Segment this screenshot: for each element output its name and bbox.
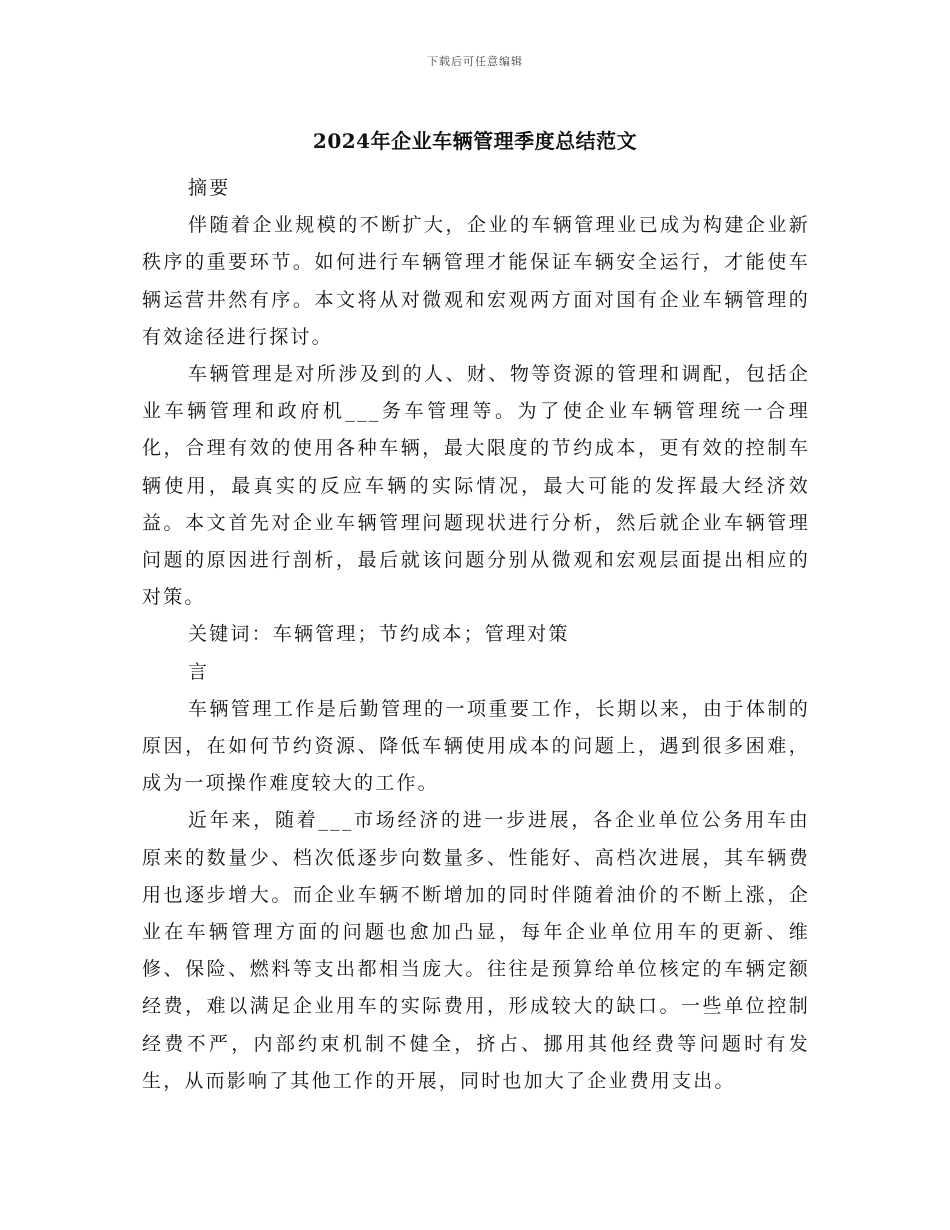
document-body [142, 170, 810, 1100]
keywords-line: 关键词：车辆管理；节约成本；管理对策 [188, 623, 570, 646]
introduction-heading: 言 [188, 660, 210, 683]
page-header: 下载后可任意编辑 [427, 55, 523, 68]
document-title: 2024年企业车辆管理季度总结范文 [312, 129, 638, 153]
abstract-heading: 摘要 [188, 177, 231, 199]
body-paragraph: 近年来，随着___市场经济的进一步进展，各企业单位公务用车由原来的数量少、档次低逐步向数量多、性能好、高档次进展，其车辆费用也逐步增大。而企业车辆不断增加的同时伴随着油价的不断上涨，企业在车辆管理方面的问题也愈加凸显，每年企业单位用车的更新、维修、保险、燃料等支出都相当庞大。往往是预算给单位核定的车辆定额经费，难以满足企业用车的实际费用，形成较大的缺口。一些单位控制经费不严，内部约束机制不健全，挤占、挪用其他经费等问题时有发生，从而影响了其他工作的开展，同时也加大了企业费用支出。 [142, 809, 810, 1092]
body-paragraph: 车辆管理是对所涉及到的人、财、物等资源的管理和调配，包括企业车辆管理和政府机___务车管理等。为了使企业车辆管理统一合理化，合理有效的使用各种车辆，最大限度的节约成本，更有效的控制车辆使用，最真实的反应车辆的实际情况，最大可能的发挥最大经济效益。本文首先对企业车辆管理问题现状进行分析，然后就企业车辆管理问题的原因进行剖析，最后就该问题分别从微观和宏观层面提出相应的对策。 [142, 363, 810, 609]
body-paragraph: 车辆管理工作是后勤管理的一项重要工作，长期以来，由于体制的原因，在如何节约资源、降低车辆使用成本的问题上，遇到很多困难，成为一项操作难度较大的工作。 [142, 697, 810, 795]
abstract-paragraph: 伴随着企业规模的不断扩大，企业的车辆管理业已成为构建企业新秩序的重要环节。如何进行车辆管理才能保证车辆安全运行，才能使车辆运营井然有序。本文将从对微观和宏观两方面对国有企业车辆管理的有效途径进行探讨。 [142, 214, 810, 348]
